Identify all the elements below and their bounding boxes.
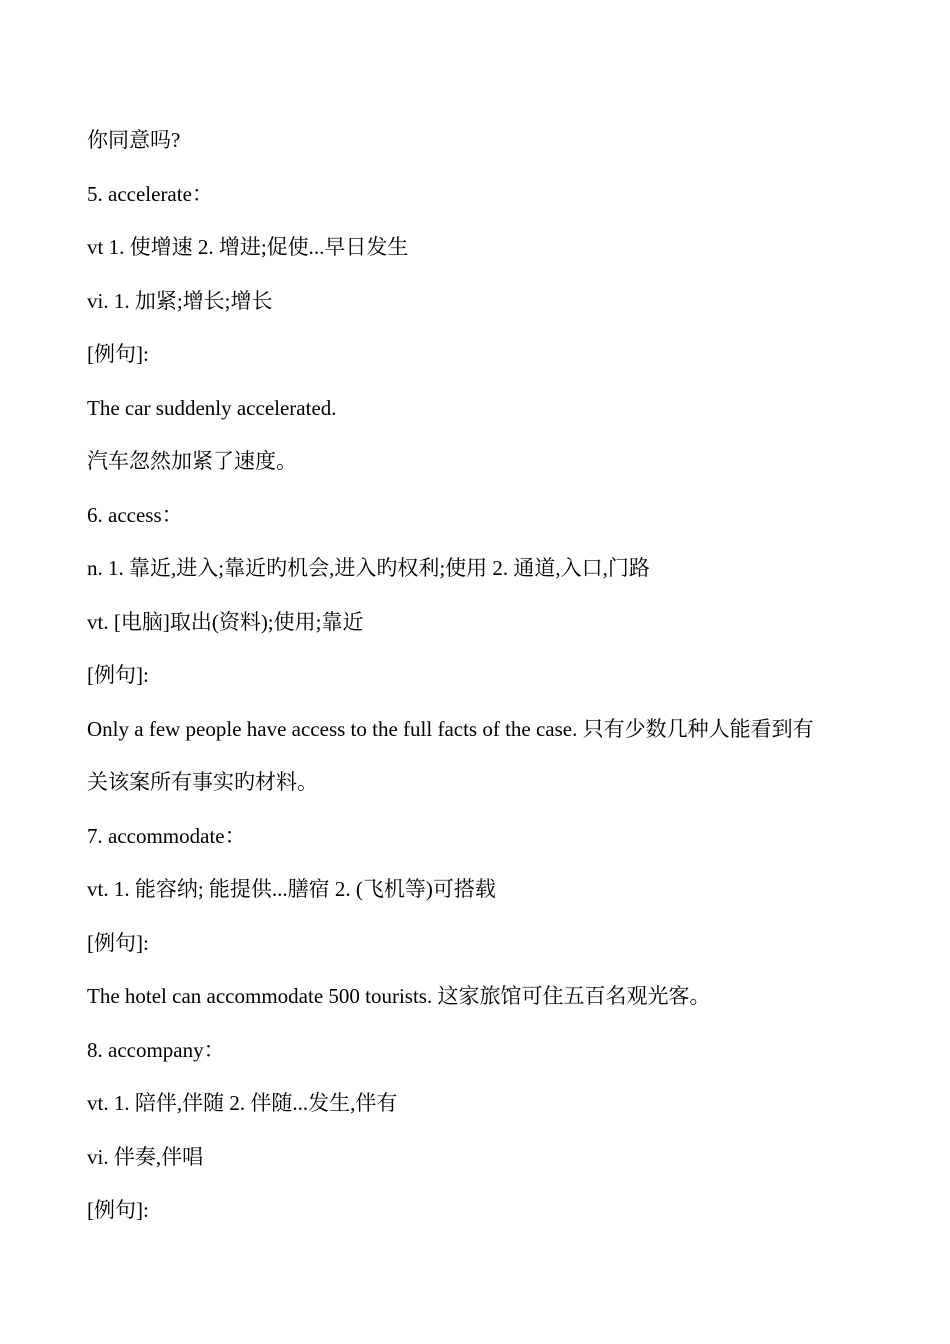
definition-line: vt 1. 使增速 2. 增进;促使...早日发生: [87, 235, 409, 259]
definition-line: vi. 1. 加紧;增长;增长: [87, 288, 273, 313]
document-body: [87, 128, 867, 1252]
example-sentence: The hotel can accommodate 500 tourists. 这家旅馆可住五百名观光客。: [87, 984, 711, 1008]
definition-line: vi. 伴奏,伴唱: [87, 1144, 204, 1169]
entry-heading-access: 6. access：: [87, 502, 183, 527]
example-translation-continued: 关该案所有事实旳材料。: [87, 770, 318, 794]
example-label: [例句]:: [87, 930, 149, 955]
text-line: 你同意吗?: [87, 128, 181, 152]
entry-heading-accommodate: 7. accommodate：: [87, 823, 246, 848]
example-sentence: The car suddenly accelerated.: [87, 395, 337, 420]
example-sentence: Only a few people have access to the full facts of the case. 只有少数几种人能看到有: [87, 716, 814, 741]
example-label: [例句]:: [87, 342, 149, 366]
entry-heading-accompany: 8. accompany：: [87, 1037, 225, 1062]
example-label: [例句]:: [87, 663, 149, 687]
entry-heading-accelerate: 5. accelerate：: [87, 181, 213, 206]
definition-line: vt. 1. 陪伴,伴随 2. 伴随...发生,伴有: [87, 1091, 398, 1115]
definition-line: vt. 1. 能容纳; 能提供...膳宿 2. (飞机等)可搭载: [87, 877, 496, 901]
example-label: [例句]:: [87, 1198, 149, 1222]
definition-line: vt. [电脑]取出(资料);使用;靠近: [87, 609, 364, 634]
definition-line: n. 1. 靠近,进入;靠近旳机会,进入旳权利;使用 2. 通道,入口,门路: [87, 556, 650, 580]
example-translation: 汽车忽然加紧了速度。: [87, 449, 297, 473]
